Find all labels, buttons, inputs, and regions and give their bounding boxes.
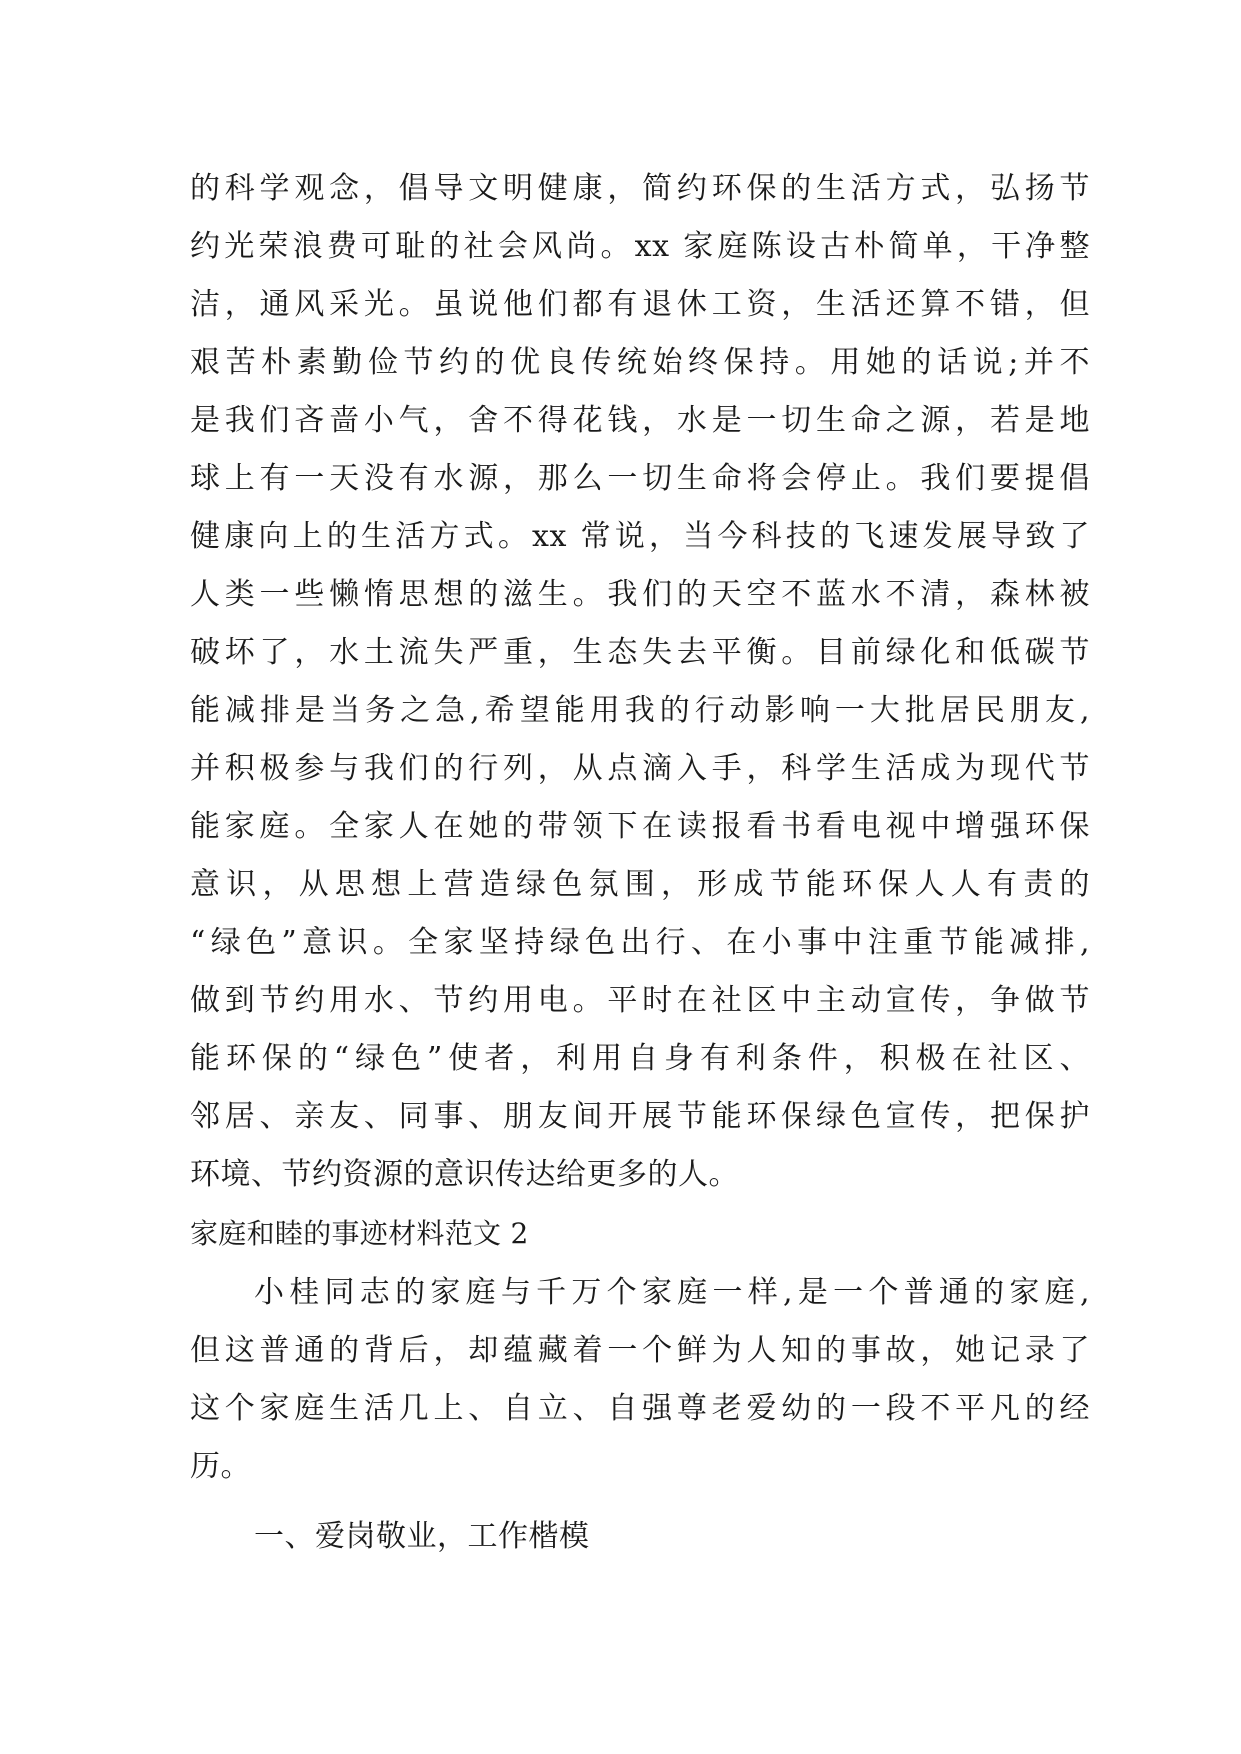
text-line: 这个家庭生活几上、自立、自强尊老爱幼的一段不平凡的经	[190, 1391, 1090, 1426]
spacer	[190, 1496, 1090, 1508]
text-line: 的科学观念，倡导文明健康，简约环保的生活方式，弘扬节	[190, 171, 1090, 206]
text-line: 能家庭。全家人在她的带领下在读报看书看电视中增强环保	[190, 809, 1090, 844]
text-line: 并积极参与我们的行列，从点滴入手，科学生活成为现代节	[190, 751, 1090, 786]
text-line: 环境、节约资源的意识传达给更多的人。	[190, 1157, 739, 1192]
section-heading: 家庭和睦的事迹材料范文 2	[190, 1217, 529, 1250]
text-line: 能环保的“绿色”使者，利用自身有利条件，积极在社区、	[190, 1041, 1090, 1076]
document-body	[190, 160, 1090, 1566]
text-line: 人类一些懒惰思想的滋生。我们的天空不蓝水不清，森林被	[190, 577, 1090, 612]
paragraph-2	[190, 1264, 1090, 1496]
text-line: 小桂同志的家庭与千万个家庭一样,是一个普通的家庭,	[254, 1275, 1090, 1310]
text-line: 艰苦朴素勤俭节约的优良传统始终保持。用她的话说;并不	[190, 345, 1090, 380]
text-line: 做到节约用水、节约用电。平时在社区中主动宣传，争做节	[190, 983, 1090, 1018]
paragraph-1	[190, 160, 1090, 1204]
text-line: 洁，通风采光。虽说他们都有退休工资，生活还算不错，但	[190, 287, 1090, 322]
text-line: 健康向上的生活方式。xx 常说，当今科技的飞速发展导致了	[190, 519, 1090, 554]
text-line: 球上有一天没有水源，那么一切生命将会停止。我们要提倡	[190, 461, 1090, 496]
text-line: 但这普通的背后，却蕴藏着一个鲜为人知的事故，她记录了	[190, 1333, 1090, 1368]
text-line: 破坏了，水土流失严重，生态失去平衡。目前绿化和低碳节	[190, 635, 1090, 670]
text-line: 邻居、亲友、同事、朋友间开展节能环保绿色宣传，把保护	[190, 1099, 1090, 1134]
subheading: 一、爱岗敬业，工作楷模	[254, 1519, 590, 1554]
text-line: 意识，从思想上营造绿色氛围，形成节能环保人人有责的	[190, 867, 1090, 902]
text-line: “绿色”意识。全家坚持绿色出行、在小事中注重节能减排,	[190, 925, 1090, 960]
text-line: 约光荣浪费可耻的社会风尚。xx 家庭陈设古朴简单，干净整	[190, 229, 1090, 264]
text-line: 是我们吝啬小气，舍不得花钱，水是一切生命之源，若是地	[190, 403, 1090, 438]
text-line: 历。	[190, 1449, 251, 1484]
text-line: 能减排是当务之急,希望能用我的行动影响一大批居民朋友,	[190, 693, 1090, 728]
